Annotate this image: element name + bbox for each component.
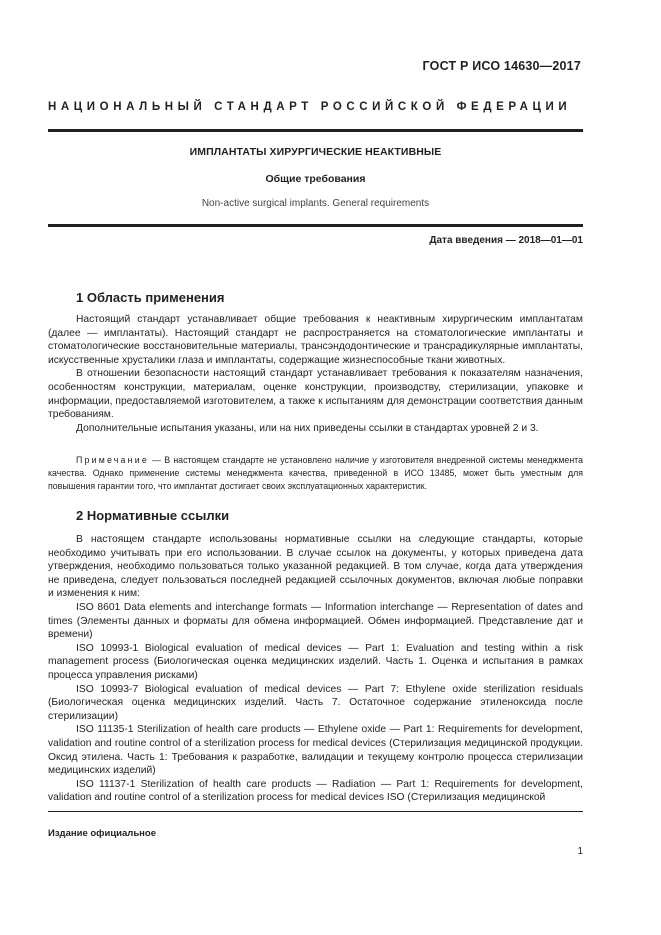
section-2-heading: 2 Нормативные ссылки — [76, 508, 230, 523]
top-divider — [48, 129, 583, 132]
document-title: ИМПЛАНТАТЫ ХИРУРГИЧЕСКИЕ НЕАКТИВНЫЕ — [189, 146, 442, 158]
section-2-body — [48, 533, 583, 805]
section-1-body — [48, 313, 583, 435]
national-standard-title: НАЦИОНАЛЬНЫЙ СТАНДАРТ РОССИЙСКОЙ ФЕДЕРАЦИИ — [48, 101, 572, 113]
paragraph: В отношении безопасности настоящий стандарт устанавливает требования к показателям назначения, особенностям конструкции, материалам, оценке конструкции, производству, стерилизации, упаковке и информации, предоставляемой изготовителем, а также к испытаниям для демонстрации соответствия данным требованиям. — [48, 368, 583, 421]
reference-item: ISO 10993-1 Biological evaluation of medical devices — Part 1: Evaluation and testing within a risk management process (Биологическая оценка медицинских изделий. Часть 1. Оценка и испытания в рамках процесса управления рисками) — [48, 642, 583, 681]
edition-label: Издание официальное — [48, 828, 156, 839]
document-number: ГОСТ Р ИСО 14630—2017 — [422, 59, 581, 73]
reference-item: ISO 11137-1 Sterilization of health care products — Radiation — Part 1: Requirements for development, validation and routine control of a sterilization process for medical devices ISO (Стерилизация медицинской — [48, 778, 583, 804]
note-text: — В настоящем стандарте не установлено наличие у изготовителя внедренной системы менеджмента качества. Однако применение системы менеджмента качества, приведенной в ИСО 13485, может быть уместным для повышения гарантии того, что имплантат достигает своих эксплуатационных характеристик. — [48, 455, 583, 492]
page-number: 1 — [577, 846, 583, 857]
paragraph: Настоящий стандарт устанавливает общие требования к неактивным хирургическим имплантатам (далее — имплантаты). Настоящий стандарт не распространяется на стоматологические имплантаты и стоматологические восстановительные материалы, трансэндодонтические и трансрадикулярные имплантаты, искусственные хрусталики глаза и имплантаты, содержащие жизнеспособные ткани животных. — [48, 314, 583, 366]
paragraph: В настоящем стандарте использованы нормативные ссылки на следующие стандарты, которые необходимо учитывать при его использовании. В случае ссылок на документы, у которых приведена дата утверждения, необходимо пользоваться только указанной редакцией. В том случае, когда дата утверждения не приведена, следует пользоваться последней редакцией ссылочных документов, включая любые поправки и изменения к ним: — [48, 534, 583, 600]
reference-item: ISO 11135-1 Sterilization of health care products — Ethylene oxide — Part 1: Requirements for development, validation and routine control of a sterilization process for medical devices (Стерилизация медицинской продукции. Оксид этилена. Часть 1: Требования к разработке, валидации и текущему контролю процесса стерилизации медицинских изделий) — [48, 724, 583, 777]
english-title: Non-active surgical implants. General requirements — [201, 198, 430, 209]
section-1-note — [48, 454, 583, 494]
reference-item: ISO 8601 Data elements and interchange formats — Information interchange — Representation of dates and times (Элементы данных и форматы для обмена информацией. Обмен информацией. Представление дат и времени) — [48, 601, 583, 641]
title-divider — [48, 224, 583, 227]
reference-item: ISO 10993-7 Biological evaluation of medical devices — Part 7: Ethylene oxide sterilization residuals (Биологическая оценка медицинских изделий. Часть 7. Остаточное содержание этиленоксида после стерилизации) — [48, 683, 583, 722]
introduction-date: Дата введения — 2018—01—01 — [429, 235, 583, 246]
document-subtitle: Общие требования — [265, 173, 366, 185]
section-1-heading: 1 Область применения — [76, 290, 225, 305]
note-label: Примечание — [76, 455, 149, 465]
paragraph: Дополнительные испытания указаны, или на них приведены ссылки в стандартах уровней 2 и 3. — [76, 422, 539, 434]
footer-divider — [48, 811, 583, 812]
